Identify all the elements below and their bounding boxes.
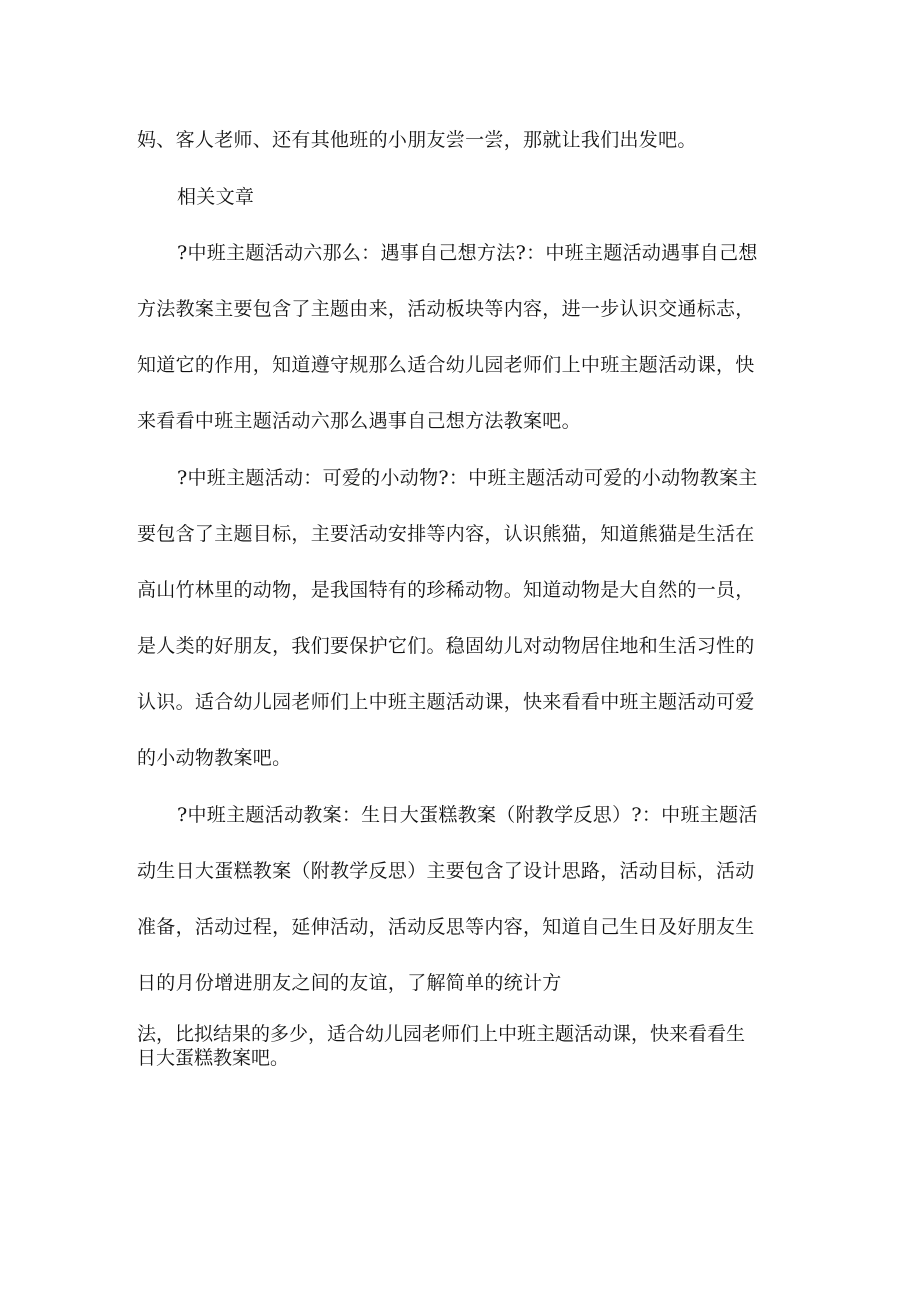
text-line: ?中班主题活动六那么：遇事自己想方法?：中班主题活动遇事自己想 <box>177 242 758 264</box>
text-line: 要包含了主题目标，主要活动安排等内容，认识熊猫，知道熊猫是生活在 <box>137 523 755 545</box>
text-line: ?中班主题活动教案：生日大蛋糕教案（附教学反思）?：中班主题活 <box>177 804 758 826</box>
text-line: 准备，活动过程，延伸活动，活动反思等内容，知道自己生日及好朋友生 <box>137 916 755 938</box>
related-articles-heading: 相关文章 <box>177 186 255 208</box>
text-line: 日大蛋糕教案吧。 <box>137 1047 290 1069</box>
text-line: 方法教案主要包含了主题由来，活动板块等内容，进一步认识交通标志， <box>137 298 755 320</box>
text-line: 知道它的作用，知道遵守规那么适合幼儿园老师们上中班主题活动课，快 <box>137 354 755 376</box>
text-line: 是人类的好朋友，我们要保护它们。稳固幼儿对动物居住地和生活习性的 <box>137 635 755 657</box>
text-line: 妈、客人老师、还有其他班的小朋友尝一尝，那就让我们出发吧。 <box>137 129 697 151</box>
text-line: ?中班主题活动：可爱的小动物?：中班主题活动可爱的小动物教案主 <box>177 467 758 489</box>
text-line: 的小动物教案吧。 <box>137 747 292 769</box>
text-line: 法，比拟结果的多少，适合幼儿园老师们上中班主题活动课，快来看看生 <box>137 1023 746 1045</box>
text-line: 日的月份增进朋友之间的友谊，了解简单的统计方 <box>137 972 562 994</box>
text-line: 认识。适合幼儿园老师们上中班主题活动课，快来看看中班主题活动可爱 <box>137 691 755 713</box>
text-line: 动生日大蛋糕教案（附教学反思）主要包含了设计思路，活动目标，活动 <box>137 860 755 882</box>
text-line: 来看看中班主题活动六那么遇事自己想方法教案吧。 <box>137 410 581 432</box>
text-line: 高山竹林里的动物，是我国特有的珍稀动物。知道动物是大自然的一员， <box>137 579 755 601</box>
